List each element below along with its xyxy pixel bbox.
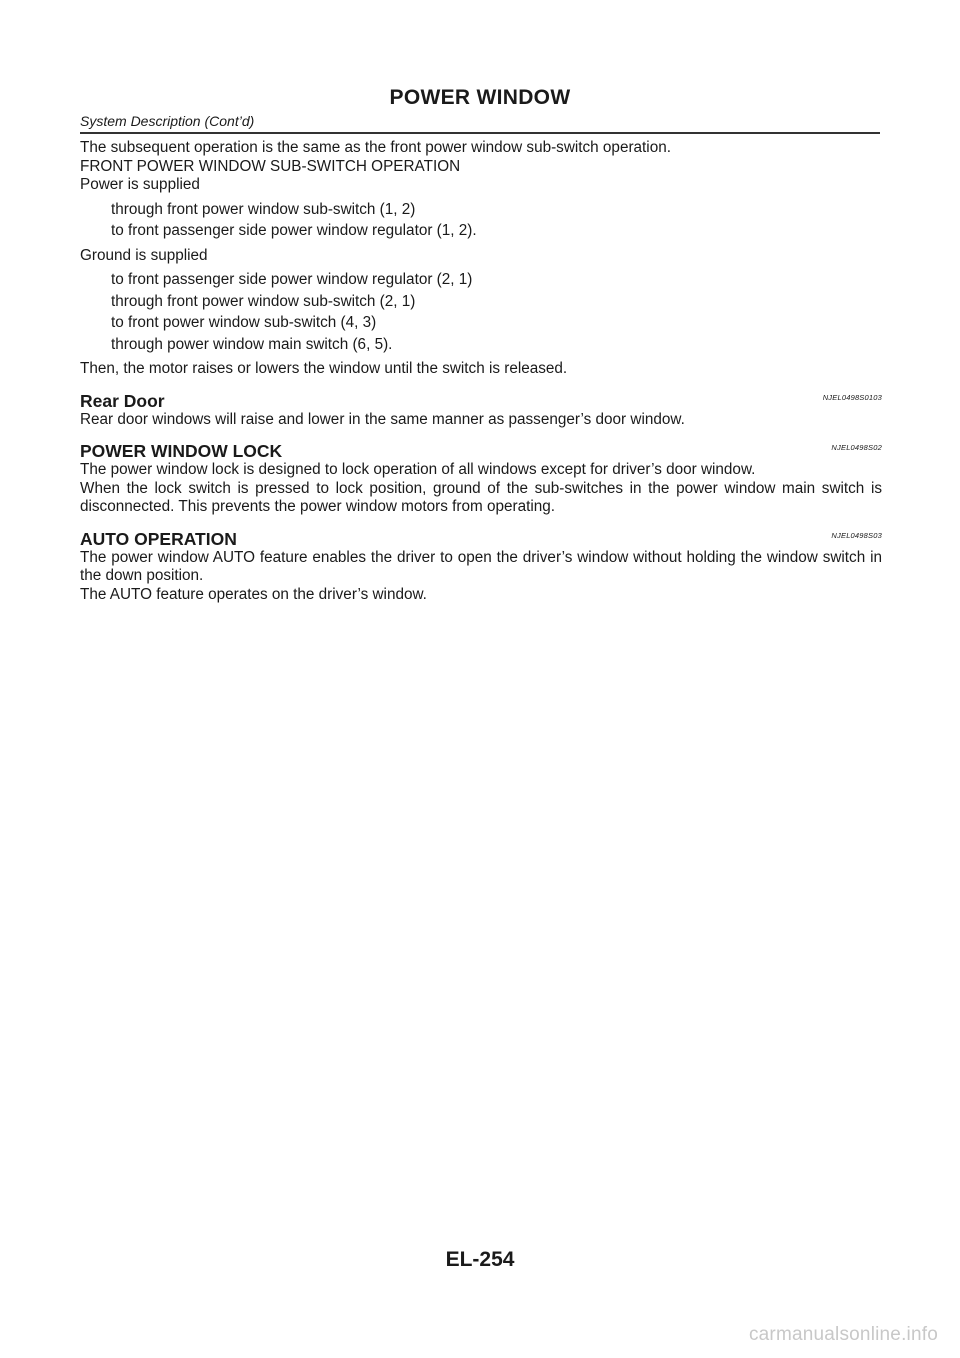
section-heading-power-window-lock <box>80 441 882 461</box>
power-supplied-label: Power is supplied <box>80 176 200 193</box>
section-heading-text: POWER WINDOW LOCK <box>80 441 283 461</box>
power-step-2: to front passenger side power window regulator (1, 2). <box>111 222 477 239</box>
subsection-title: FRONT POWER WINDOW SUB-SWITCH OPERATION <box>80 157 461 175</box>
page-number: EL-254 <box>445 1248 515 1271</box>
page-title: POWER WINDOW <box>389 86 571 109</box>
section-heading-auto-operation <box>80 529 882 549</box>
section-code: NJEL0498S0103 <box>822 392 882 402</box>
watermark: carmanualsonline.info <box>748 1324 938 1345</box>
section-heading-rear-door <box>80 391 882 411</box>
ground-step-2: through front power window sub-switch (2, 1) <box>111 292 416 310</box>
auto-paragraph-2: The AUTO feature operates on the driver’s window. <box>80 585 427 603</box>
ground-step-4: through power window main switch (6, 5). <box>111 335 393 353</box>
section-code: NJEL0498S02 <box>831 443 882 452</box>
section-code: NJEL0498S03 <box>831 530 882 540</box>
power-step-1: through front power window sub-switch (1, 2) <box>111 200 416 218</box>
section-heading-text: Rear Door <box>80 390 165 411</box>
page-subtitle: System Description (Cont’d) <box>80 113 255 129</box>
ground-step-3: to front power window sub-switch (4, 3) <box>111 314 377 331</box>
lock-paragraph-2: When the lock switch is pressed to lock position, ground of the sub-switches in the power window main switch is disconnected. This prevents the power window motors from operating. <box>80 479 882 515</box>
ground-step-1: to front passenger side power window regulator (2, 1) <box>111 271 473 288</box>
header-rule <box>80 132 880 134</box>
lock-paragraph-1: The power window lock is designed to lock operation of all windows except for driver’s door window. <box>80 461 756 478</box>
auto-paragraph-1: The power window AUTO feature enables the driver to open the driver’s window without holding the window switch in the down position. <box>80 548 882 584</box>
intro-paragraph: The subsequent operation is the same as the front power window sub-switch operation. <box>80 139 671 156</box>
section-heading-text: AUTO OPERATION <box>80 528 237 549</box>
document-body <box>80 139 882 604</box>
rear-door-paragraph: Rear door windows will raise and lower in the same manner as passenger’s door window. <box>80 410 685 428</box>
ground-supplied-label: Ground is supplied <box>80 246 208 264</box>
motor-paragraph: Then, the motor raises or lowers the window until the switch is released. <box>80 360 568 377</box>
